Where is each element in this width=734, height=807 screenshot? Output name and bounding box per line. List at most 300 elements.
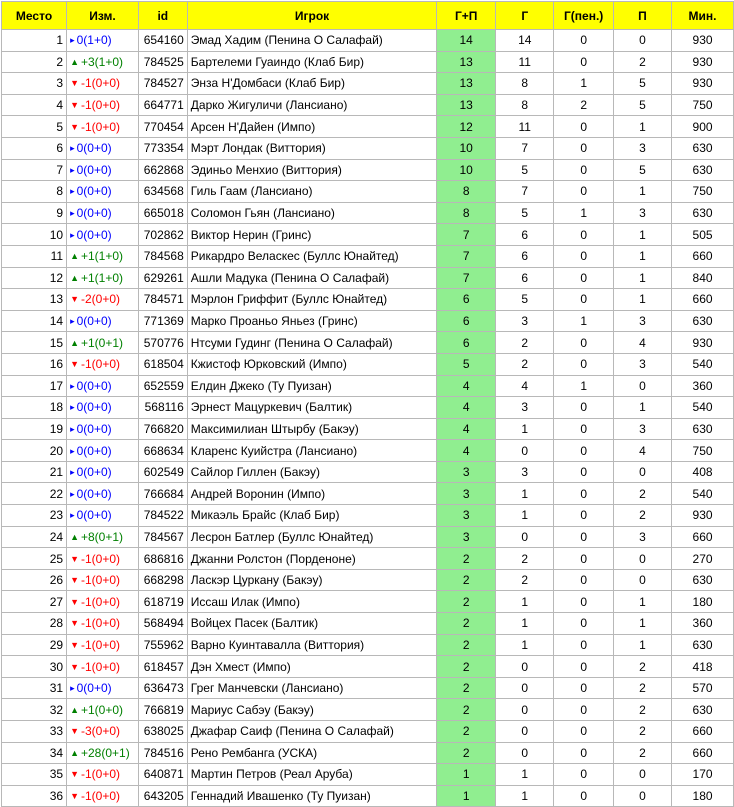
cell-minutes: 900 <box>672 116 734 138</box>
cell-goals: 3 <box>496 310 554 332</box>
cell-goals: 3 <box>496 397 554 419</box>
cell-assists: 5 <box>613 94 671 116</box>
cell-change <box>67 73 139 95</box>
header-penalty-goals: Г(пен.) <box>554 2 613 30</box>
cell-minutes: 540 <box>672 353 734 375</box>
cell-minutes: 930 <box>672 73 734 95</box>
cell-goals-plus-assists: 4 <box>437 440 496 462</box>
cell-player: Сайлор Гиллен (Бакэу) <box>187 461 437 483</box>
table-row <box>2 289 734 311</box>
cell-player: Бартелеми Гуаиндо (Клаб Бир) <box>187 51 437 73</box>
cell-place: 12 <box>2 267 67 289</box>
cell-player: Виктор Нерин (Гринс) <box>187 224 437 246</box>
table-row <box>2 699 734 721</box>
cell-penalty-goals: 0 <box>554 51 613 73</box>
cell-id: 629261 <box>138 267 187 289</box>
cell-id: 662868 <box>138 159 187 181</box>
cell-penalty-goals: 0 <box>554 137 613 159</box>
cell-penalty-goals: 0 <box>554 634 613 656</box>
cell-place: 18 <box>2 397 67 419</box>
change-value: 0(0+0) <box>76 421 112 436</box>
table-row <box>2 656 734 678</box>
cell-minutes: 180 <box>672 785 734 807</box>
cell-assists: 2 <box>613 699 671 721</box>
arrow-down-icon: ▼ <box>70 726 79 737</box>
cell-penalty-goals: 1 <box>554 375 613 397</box>
change-value: 0(0+0) <box>76 465 112 480</box>
arrow-right-icon: ▸ <box>70 208 75 219</box>
cell-id: 602549 <box>138 461 187 483</box>
cell-id: 784567 <box>138 526 187 548</box>
cell-player: Мэрт Лондак (Виттория) <box>187 137 437 159</box>
change-value: +28(0+1) <box>81 745 130 760</box>
cell-place: 6 <box>2 137 67 159</box>
arrow-up-icon: ▲ <box>70 531 79 542</box>
cell-goals-plus-assists: 4 <box>437 375 496 397</box>
cell-goals: 6 <box>496 224 554 246</box>
table-row <box>2 483 734 505</box>
header-minutes: Мин. <box>672 2 734 30</box>
cell-assists: 3 <box>613 202 671 224</box>
cell-place: 23 <box>2 505 67 527</box>
header-change: Изм. <box>67 2 139 30</box>
arrow-right-icon: ▸ <box>70 35 75 46</box>
cell-assists: 1 <box>613 289 671 311</box>
cell-change <box>67 202 139 224</box>
change-value: +8(0+1) <box>81 529 124 544</box>
change-value: -1(0+0) <box>81 551 121 566</box>
cell-player: Елдин Джеко (Ту Пуизан) <box>187 375 437 397</box>
change-value: -1(0+0) <box>81 789 121 804</box>
cell-player: Мариус Сабэу (Бакэу) <box>187 699 437 721</box>
cell-place: 1 <box>2 30 67 52</box>
cell-id: 643205 <box>138 785 187 807</box>
cell-penalty-goals: 0 <box>554 159 613 181</box>
cell-place: 29 <box>2 634 67 656</box>
cell-goals: 1 <box>496 591 554 613</box>
cell-id: 665018 <box>138 202 187 224</box>
header-row <box>2 2 734 30</box>
cell-goals: 2 <box>496 353 554 375</box>
cell-id: 702862 <box>138 224 187 246</box>
cell-assists: 5 <box>613 73 671 95</box>
cell-goals: 8 <box>496 94 554 116</box>
cell-goals-plus-assists: 13 <box>437 94 496 116</box>
cell-goals: 1 <box>496 613 554 635</box>
cell-goals: 0 <box>496 656 554 678</box>
table-row <box>2 116 734 138</box>
cell-place: 36 <box>2 785 67 807</box>
table-row <box>2 181 734 203</box>
cell-penalty-goals: 0 <box>554 116 613 138</box>
cell-penalty-goals: 0 <box>554 569 613 591</box>
cell-player: Джанни Ролстон (Порденоне) <box>187 548 437 570</box>
cell-place: 20 <box>2 440 67 462</box>
table-row <box>2 73 734 95</box>
cell-minutes: 660 <box>672 289 734 311</box>
cell-change <box>67 94 139 116</box>
arrow-right-icon: ▸ <box>70 423 75 434</box>
cell-minutes: 630 <box>672 159 734 181</box>
cell-minutes: 630 <box>672 634 734 656</box>
cell-player: Рикардро Веласкес (Буллс Юнайтед) <box>187 245 437 267</box>
header-place: Место <box>2 2 67 30</box>
cell-assists: 2 <box>613 721 671 743</box>
cell-minutes: 170 <box>672 764 734 786</box>
arrow-up-icon: ▲ <box>70 747 79 758</box>
cell-player: Джафар Саиф (Пенина О Салафай) <box>187 721 437 743</box>
cell-penalty-goals: 0 <box>554 181 613 203</box>
cell-change <box>67 397 139 419</box>
cell-goals: 2 <box>496 569 554 591</box>
table-row <box>2 137 734 159</box>
cell-player: Мартин Петров (Реал Аруба) <box>187 764 437 786</box>
cell-change <box>67 51 139 73</box>
arrow-right-icon: ▸ <box>70 229 75 240</box>
cell-place: 21 <box>2 461 67 483</box>
cell-player: Нтсуми Гудинг (Пенина О Салафай) <box>187 332 437 354</box>
table-row <box>2 332 734 354</box>
cell-assists: 2 <box>613 742 671 764</box>
cell-penalty-goals: 0 <box>554 613 613 635</box>
header-goals: Г <box>496 2 554 30</box>
cell-goals-plus-assists: 13 <box>437 51 496 73</box>
table-row <box>2 613 734 635</box>
cell-change <box>67 159 139 181</box>
cell-goals: 0 <box>496 721 554 743</box>
table-row <box>2 375 734 397</box>
arrow-up-icon: ▲ <box>70 272 79 283</box>
cell-goals-plus-assists: 4 <box>437 418 496 440</box>
cell-goals: 4 <box>496 375 554 397</box>
cell-minutes: 630 <box>672 569 734 591</box>
cell-assists: 0 <box>613 461 671 483</box>
cell-place: 7 <box>2 159 67 181</box>
cell-place: 3 <box>2 73 67 95</box>
cell-change <box>67 505 139 527</box>
cell-penalty-goals: 0 <box>554 418 613 440</box>
cell-change <box>67 137 139 159</box>
arrow-right-icon: ▸ <box>70 467 75 478</box>
cell-player: Арсен Н'Дайен (Импо) <box>187 116 437 138</box>
cell-penalty-goals: 0 <box>554 397 613 419</box>
cell-goals: 0 <box>496 699 554 721</box>
cell-change <box>67 245 139 267</box>
arrow-down-icon: ▼ <box>70 791 79 802</box>
cell-minutes: 750 <box>672 94 734 116</box>
cell-place: 13 <box>2 289 67 311</box>
table-row <box>2 526 734 548</box>
cell-minutes: 660 <box>672 721 734 743</box>
cell-player: Варно Куинтавалла (Виттория) <box>187 634 437 656</box>
cell-player: Максимилиан Штырбу (Бакэу) <box>187 418 437 440</box>
cell-assists: 0 <box>613 375 671 397</box>
arrow-down-icon: ▼ <box>70 294 79 305</box>
cell-penalty-goals: 0 <box>554 721 613 743</box>
cell-change <box>67 699 139 721</box>
arrow-down-icon: ▼ <box>70 618 79 629</box>
table-row <box>2 202 734 224</box>
cell-player: Мэрлон Гриффит (Буллс Юнайтед) <box>187 289 437 311</box>
cell-minutes: 630 <box>672 202 734 224</box>
cell-minutes: 505 <box>672 224 734 246</box>
cell-change <box>67 289 139 311</box>
change-value: -1(0+0) <box>81 594 121 609</box>
cell-goals: 3 <box>496 461 554 483</box>
cell-goals: 7 <box>496 181 554 203</box>
cell-assists: 2 <box>613 656 671 678</box>
cell-assists: 3 <box>613 526 671 548</box>
cell-change <box>67 332 139 354</box>
cell-player: Иссаш Илак (Импо) <box>187 591 437 613</box>
cell-penalty-goals: 0 <box>554 526 613 548</box>
cell-assists: 5 <box>613 159 671 181</box>
table-row <box>2 94 734 116</box>
cell-goals: 1 <box>496 418 554 440</box>
cell-assists: 4 <box>613 440 671 462</box>
cell-assists: 3 <box>613 418 671 440</box>
cell-place: 15 <box>2 332 67 354</box>
cell-player: Рено Рембанга (УСКА) <box>187 742 437 764</box>
arrow-up-icon: ▲ <box>70 56 79 67</box>
cell-assists: 1 <box>613 634 671 656</box>
change-value: 0(0+0) <box>76 314 112 329</box>
change-value: -1(0+0) <box>81 76 121 91</box>
change-value: +1(1+0) <box>81 270 124 285</box>
change-value: 0(0+0) <box>76 206 112 221</box>
cell-player: Кжистоф Юрковский (Импо) <box>187 353 437 375</box>
cell-player: Эмад Хадим (Пенина О Салафай) <box>187 30 437 52</box>
cell-change <box>67 656 139 678</box>
cell-goals-plus-assists: 6 <box>437 310 496 332</box>
cell-goals-plus-assists: 7 <box>437 224 496 246</box>
cell-goals-plus-assists: 2 <box>437 548 496 570</box>
cell-goals: 1 <box>496 785 554 807</box>
cell-place: 16 <box>2 353 67 375</box>
cell-player: Войцех Пасек (Балтик) <box>187 613 437 635</box>
change-value: 0(1+0) <box>76 33 112 48</box>
cell-id: 771369 <box>138 310 187 332</box>
header-goals-plus-assists: Г+П <box>437 2 496 30</box>
cell-assists: 1 <box>613 224 671 246</box>
cell-id: 766819 <box>138 699 187 721</box>
cell-id: 652559 <box>138 375 187 397</box>
cell-goals-plus-assists: 3 <box>437 526 496 548</box>
cell-goals-plus-assists: 1 <box>437 764 496 786</box>
cell-change <box>67 440 139 462</box>
arrow-down-icon: ▼ <box>70 100 79 111</box>
cell-minutes: 750 <box>672 440 734 462</box>
cell-change <box>67 785 139 807</box>
cell-goals: 0 <box>496 742 554 764</box>
table-row <box>2 245 734 267</box>
arrow-right-icon: ▸ <box>70 186 75 197</box>
cell-goals-plus-assists: 2 <box>437 569 496 591</box>
cell-goals: 5 <box>496 289 554 311</box>
cell-penalty-goals: 2 <box>554 94 613 116</box>
cell-penalty-goals: 0 <box>554 591 613 613</box>
table-row <box>2 267 734 289</box>
arrow-down-icon: ▼ <box>70 596 79 607</box>
cell-id: 784568 <box>138 245 187 267</box>
cell-goals-plus-assists: 12 <box>437 116 496 138</box>
table-row <box>2 591 734 613</box>
cell-place: 33 <box>2 721 67 743</box>
cell-assists: 2 <box>613 51 671 73</box>
change-value: +1(0+1) <box>81 335 124 350</box>
change-value: 0(0+0) <box>76 378 112 393</box>
cell-place: 10 <box>2 224 67 246</box>
cell-minutes: 360 <box>672 613 734 635</box>
cell-assists: 1 <box>613 116 671 138</box>
cell-change <box>67 116 139 138</box>
cell-change <box>67 548 139 570</box>
cell-penalty-goals: 0 <box>554 289 613 311</box>
cell-change <box>67 224 139 246</box>
cell-goals-plus-assists: 10 <box>437 137 496 159</box>
cell-goals-plus-assists: 3 <box>437 461 496 483</box>
cell-id: 640871 <box>138 764 187 786</box>
cell-id: 634568 <box>138 181 187 203</box>
cell-assists: 1 <box>613 245 671 267</box>
table-body <box>2 30 734 807</box>
cell-place: 26 <box>2 569 67 591</box>
table-row <box>2 51 734 73</box>
cell-place: 8 <box>2 181 67 203</box>
cell-change <box>67 483 139 505</box>
cell-goals: 5 <box>496 159 554 181</box>
cell-penalty-goals: 1 <box>554 73 613 95</box>
cell-change <box>67 742 139 764</box>
cell-change <box>67 353 139 375</box>
cell-minutes: 630 <box>672 310 734 332</box>
cell-goals: 0 <box>496 526 554 548</box>
cell-assists: 0 <box>613 30 671 52</box>
table-row <box>2 721 734 743</box>
arrow-up-icon: ▲ <box>70 704 79 715</box>
cell-change <box>67 375 139 397</box>
cell-change <box>67 418 139 440</box>
header-id: id <box>138 2 187 30</box>
cell-penalty-goals: 0 <box>554 224 613 246</box>
cell-minutes: 660 <box>672 245 734 267</box>
change-value: 0(0+0) <box>76 184 112 199</box>
cell-player: Соломон Гьян (Лансиано) <box>187 202 437 224</box>
cell-assists: 3 <box>613 310 671 332</box>
table-row <box>2 440 734 462</box>
cell-change <box>67 30 139 52</box>
cell-minutes: 570 <box>672 677 734 699</box>
cell-place: 28 <box>2 613 67 635</box>
cell-id: 755962 <box>138 634 187 656</box>
change-value: +3(1+0) <box>81 54 124 69</box>
cell-minutes: 630 <box>672 699 734 721</box>
arrow-right-icon: ▸ <box>70 683 75 694</box>
cell-goals: 6 <box>496 267 554 289</box>
cell-player: Гиль Гаам (Лансиано) <box>187 181 437 203</box>
arrow-down-icon: ▼ <box>70 121 79 132</box>
cell-minutes: 930 <box>672 30 734 52</box>
cell-id: 668634 <box>138 440 187 462</box>
cell-assists: 1 <box>613 267 671 289</box>
cell-penalty-goals: 0 <box>554 656 613 678</box>
cell-id: 654160 <box>138 30 187 52</box>
cell-goals-plus-assists: 2 <box>437 613 496 635</box>
cell-place: 4 <box>2 94 67 116</box>
cell-goals-plus-assists: 8 <box>437 202 496 224</box>
cell-id: 784571 <box>138 289 187 311</box>
cell-change <box>67 310 139 332</box>
arrow-down-icon: ▼ <box>70 359 79 370</box>
change-value: 0(0+0) <box>76 486 112 501</box>
cell-id: 568116 <box>138 397 187 419</box>
table-row <box>2 30 734 52</box>
cell-id: 638025 <box>138 721 187 743</box>
cell-penalty-goals: 0 <box>554 548 613 570</box>
cell-goals-plus-assists: 13 <box>437 73 496 95</box>
change-value: -1(0+0) <box>81 98 121 113</box>
arrow-up-icon: ▲ <box>70 337 79 348</box>
cell-penalty-goals: 0 <box>554 785 613 807</box>
scorers-table <box>1 1 734 807</box>
cell-penalty-goals: 0 <box>554 699 613 721</box>
cell-change <box>67 613 139 635</box>
cell-assists: 3 <box>613 137 671 159</box>
cell-player: Эрнест Мацуркевич (Балтик) <box>187 397 437 419</box>
cell-minutes: 750 <box>672 181 734 203</box>
cell-goals-plus-assists: 2 <box>437 677 496 699</box>
arrow-right-icon: ▸ <box>70 143 75 154</box>
cell-minutes: 540 <box>672 397 734 419</box>
cell-change <box>67 764 139 786</box>
cell-id: 686816 <box>138 548 187 570</box>
cell-place: 25 <box>2 548 67 570</box>
cell-place: 35 <box>2 764 67 786</box>
cell-assists: 0 <box>613 785 671 807</box>
cell-minutes: 930 <box>672 51 734 73</box>
cell-assists: 0 <box>613 764 671 786</box>
cell-minutes: 540 <box>672 483 734 505</box>
cell-place: 34 <box>2 742 67 764</box>
cell-id: 636473 <box>138 677 187 699</box>
table-row <box>2 310 734 332</box>
table-row <box>2 742 734 764</box>
table-row <box>2 159 734 181</box>
cell-place: 5 <box>2 116 67 138</box>
cell-place: 24 <box>2 526 67 548</box>
cell-goals-plus-assists: 14 <box>437 30 496 52</box>
cell-id: 570776 <box>138 332 187 354</box>
arrow-right-icon: ▸ <box>70 488 75 499</box>
arrow-down-icon: ▼ <box>70 78 79 89</box>
change-value: -1(0+0) <box>81 357 121 372</box>
cell-goals-plus-assists: 3 <box>437 505 496 527</box>
cell-goals-plus-assists: 6 <box>437 332 496 354</box>
arrow-right-icon: ▸ <box>70 445 75 456</box>
arrow-right-icon: ▸ <box>70 510 75 521</box>
cell-goals-plus-assists: 2 <box>437 699 496 721</box>
table-row <box>2 548 734 570</box>
change-value: 0(0+0) <box>76 227 112 242</box>
cell-goals-plus-assists: 1 <box>437 785 496 807</box>
arrow-down-icon: ▼ <box>70 769 79 780</box>
arrow-right-icon: ▸ <box>70 164 75 175</box>
cell-player: Геннадий Ивашенко (Ту Пуизан) <box>187 785 437 807</box>
cell-player: Грег Манчевски (Лансиано) <box>187 677 437 699</box>
cell-place: 32 <box>2 699 67 721</box>
change-value: -2(0+0) <box>81 292 121 307</box>
change-value: 0(0+0) <box>76 681 112 696</box>
